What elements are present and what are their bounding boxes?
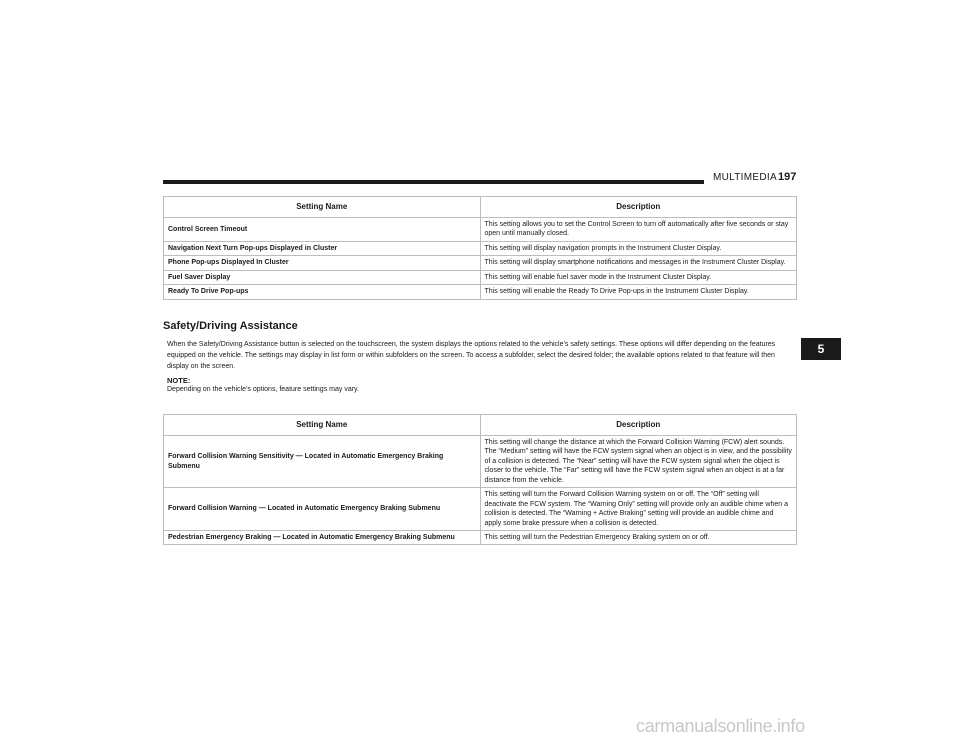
setting-description-cell: This setting will enable the Ready To Drive Pop-ups in the Instrument Cluster Display.: [480, 285, 797, 299]
page-number: 197: [778, 171, 797, 183]
setting-name-cell: Phone Pop-ups Displayed In Cluster: [164, 256, 481, 270]
note-text: Depending on the vehicle’s options, feature settings may vary.: [167, 386, 359, 393]
setting-description-cell: This setting will enable fuel saver mode in the Instrument Cluster Display.: [480, 270, 797, 284]
section-name: MULTIMEDIA: [713, 172, 777, 183]
setting-description-cell: This setting allows you to set the Control Screen to turn off automatically after five seconds or stay open until manually closed.: [480, 218, 797, 242]
column-header-setting-name: Setting Name: [164, 197, 481, 218]
table-row: [164, 218, 797, 242]
setting-name-cell: Forward Collision Warning — Located in Automatic Emergency Braking Submenu: [164, 488, 481, 531]
table-row: [164, 256, 797, 270]
table-row: [164, 285, 797, 299]
setting-name-cell: Fuel Saver Display: [164, 270, 481, 284]
chapter-tab: 5: [801, 338, 841, 360]
table-row: [164, 530, 797, 544]
setting-description-cell: This setting will turn the Pedestrian Emergency Braking system on or off.: [480, 530, 797, 544]
setting-description-cell: This setting will display smartphone notifications and messages in the Instrument Cluster Display.: [480, 256, 797, 270]
safety-settings-table: [163, 414, 797, 545]
watermark: carmanualsonline.info: [636, 716, 805, 736]
column-header-description: Description: [480, 197, 797, 218]
table-header-row: [164, 197, 797, 218]
display-settings-table: [163, 196, 797, 300]
setting-name-cell: Pedestrian Emergency Braking — Located in Automatic Emergency Braking Submenu: [164, 530, 481, 544]
note-label: NOTE:: [167, 376, 191, 385]
setting-description-cell: This setting will turn the Forward Collision Warning system on or off. The “Off” setting will deactivate the FCW system. The “Warning Only” setting will provide only an audible chime when a collision is detected. The “Warning + Active Braking” setting will provide an audible chime and apply some brake pressure when a collision is detected.: [480, 488, 797, 531]
column-header-setting-name: Setting Name: [164, 415, 481, 436]
setting-description-cell: This setting will change the distance at which the Forward Collision Warning (FCW) alert sounds. The “Medium” setting will have the FCW system signal when an object is in view, and the possibility of a collision is detected. The “Near” setting will have the FCW system signal when the object is closer to the vehicle. The “Far” setting will have the FCW system signal when an object is at a far distance from the vehicle.: [480, 436, 797, 488]
table-row: [164, 241, 797, 255]
table-row: [164, 436, 797, 488]
table-row: [164, 270, 797, 284]
setting-name-cell: Forward Collision Warning Sensitivity — Located in Automatic Emergency Braking Submenu: [164, 436, 481, 488]
header-rule: [163, 180, 704, 184]
section-intro-paragraph: When the Safety/Driving Assistance button is selected on the touchscreen, the system displays the options related to the vehicle’s safety settings. These options will differ depending on the features equipped on the vehicle. The settings may display in list form or within subfolders on the screen. To access a subfolder, select the desired folder; the available options related to that feature will then display on the screen.: [167, 341, 776, 370]
section-heading: Safety/Driving Assistance: [163, 320, 298, 332]
setting-name-cell: Navigation Next Turn Pop-ups Displayed in Cluster: [164, 241, 481, 255]
table-header-row: [164, 415, 797, 436]
column-header-description: Description: [480, 415, 797, 436]
table-row: [164, 488, 797, 531]
setting-name-cell: Ready To Drive Pop-ups: [164, 285, 481, 299]
setting-name-cell: Control Screen Timeout: [164, 218, 481, 242]
setting-description-cell: This setting will display navigation prompts in the Instrument Cluster Display.: [480, 241, 797, 255]
